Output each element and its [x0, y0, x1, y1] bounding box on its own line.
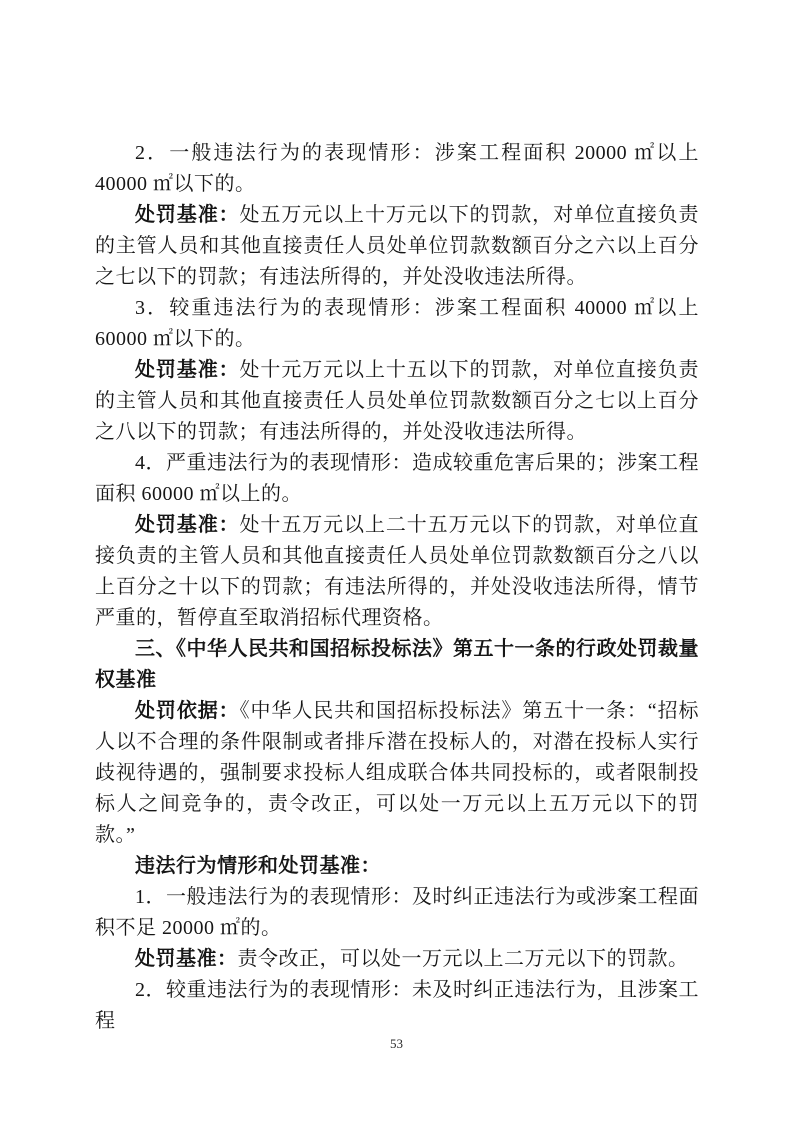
paragraph-text: 处五万元以上十万元以下的罚款，对单位直接负责的主管人员和其他直接责任人员处单位罚款数额百分之六以上百分之七以下的罚款；有违法所得的，并处没收违法所得。: [95, 204, 700, 288]
paragraph-text: 三、《中华人民共和国招标投标法》第五十一条的行政处罚裁量权基准: [95, 638, 699, 691]
paragraph-text: 2．一般违法行为的表现情形：涉案工程面积 20000 ㎡以上 40000 ㎡以下的。: [95, 142, 699, 195]
sub-heading: [95, 851, 699, 882]
paragraph: [95, 355, 699, 448]
paragraph-label: 处罚依据：: [135, 700, 240, 722]
paragraph-text: 4．严重违法行为的表现情形：造成较重危害后果的；涉案工程面积 60000 ㎡以上的。: [95, 452, 699, 505]
paragraph-text: 处十元万元以上十五以下的罚款，对单位直接负责的主管人员和其他直接责任人员处单位罚款数额百分之七以上百分之八以下的罚款；有违法所得的，并处没收违法所得。: [95, 359, 700, 443]
paragraph-text: 1．一般违法行为的表现情形：及时纠正违法行为或涉案工程面积不足 20000 ㎡的。: [95, 886, 699, 939]
section-heading: [95, 634, 699, 696]
paragraph-text: 3．较重违法行为的表现情形：涉案工程面积 40000 ㎡以上 60000 ㎡以下的。: [95, 297, 699, 350]
paragraph-text: 《中华人民共和国招标投标法》第五十一条：“招标人以不合理的条件限制或者排斥潜在投标人的，对潜在投标人实行歧视待遇的，强制要求投标人组成联合体共同投标的，或者限制投标人之间竞争的，责令改正，可以处一万元以上五万元以下的罚款。”: [95, 700, 699, 846]
paragraph: [95, 293, 699, 355]
paragraph-text: 处十五万元以上二十五万元以下的罚款，对单位直接负责的主管人员和其他直接责任人员处单位罚款数额百分之八以上百分之十以下的罚款；有违法所得的，并处没收违法所得，情节严重的，暂停直至取消招标代理资格。: [95, 514, 700, 629]
paragraph: [95, 696, 699, 851]
paragraph-label: 处罚基准：: [135, 514, 240, 536]
paragraph-label: 处罚基准：: [135, 948, 238, 970]
paragraph: [95, 138, 699, 200]
paragraph-text: 责令改正，可以处一万元以上二万元以下的罚款。: [237, 948, 689, 970]
paragraph: [95, 882, 699, 944]
paragraph: [95, 200, 699, 293]
paragraph-label: 处罚基准：: [135, 359, 240, 381]
paragraph-label: 处罚基准：: [135, 204, 240, 226]
paragraph-text: 违法行为情形和处罚基准：: [135, 855, 381, 877]
paragraph: [95, 944, 699, 975]
document-body: [95, 138, 699, 1037]
paragraph: [95, 510, 699, 634]
page-number: 53: [390, 1036, 403, 1051]
paragraph-text: 2．较重违法行为的表现情形：未及时纠正违法行为，且涉案工程: [95, 979, 699, 1032]
paragraph: [95, 975, 699, 1037]
paragraph: [95, 448, 699, 510]
